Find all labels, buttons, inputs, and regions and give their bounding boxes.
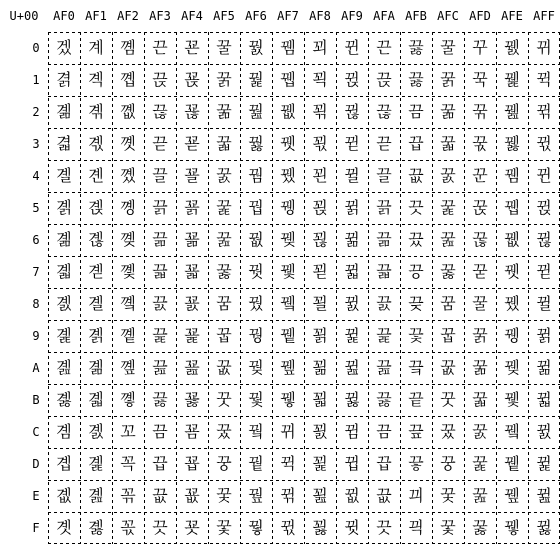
glyph-cell: 곆: [88, 102, 104, 121]
glyph-cell: 끎: [376, 230, 392, 249]
glyph-cell: 꾡: [184, 70, 200, 89]
glyph-cell: 뀘: [344, 294, 360, 313]
glyph-cell: 끐: [376, 294, 392, 313]
column-header: AF1: [85, 9, 107, 23]
glyph-cell: 끓: [376, 390, 392, 409]
glyph-cell: 꿅: [216, 198, 232, 217]
glyph-cell: 꿨: [248, 294, 264, 313]
glyph-cell: 곎: [56, 230, 72, 249]
glyph-cell: 곐: [56, 294, 72, 313]
glyph-cell: 꾢: [184, 102, 200, 121]
glyph-cell: 꼢: [120, 102, 136, 121]
glyph-cell: 꿃: [216, 134, 232, 153]
glyph-cell: 꿌: [440, 422, 456, 441]
glyph-cell: 뀂: [504, 230, 520, 249]
glyph-cell: 곓: [56, 390, 72, 409]
glyph-cell: 뀏: [536, 134, 552, 153]
glyph-cell: 꼫: [120, 390, 136, 409]
glyph-cell: 끕: [408, 134, 424, 153]
glyph-cell: 뀑: [344, 70, 360, 89]
row-header: 0: [32, 41, 40, 55]
glyph-cell: 꼡: [120, 70, 136, 89]
glyph-cell: 꿼: [504, 38, 520, 57]
glyph-cell: 뀕: [536, 326, 552, 345]
glyph-cell: 꾈: [312, 294, 328, 313]
glyph-cell: 꿣: [248, 134, 264, 153]
glyph-cell: 꾨: [184, 294, 200, 313]
glyph-cell: 뀈: [504, 422, 520, 441]
glyph-cell: 뀕: [344, 198, 360, 217]
glyph-cell: 꼮: [120, 486, 136, 505]
glyph-cell: 뀍: [280, 454, 296, 473]
column-header: AFC: [437, 9, 459, 23]
glyph-cell: 꿥: [248, 198, 264, 217]
glyph-cell: 꾍: [312, 454, 328, 473]
glyph-cell: 뀃: [504, 262, 520, 281]
glyph-cell: 끒: [152, 358, 168, 377]
row-header: 2: [32, 105, 40, 119]
column-header: AFF: [533, 9, 555, 23]
glyph-cell: 끑: [376, 326, 392, 345]
glyph-cell: 꿎: [440, 486, 456, 505]
glyph-cell: 끋: [152, 134, 168, 153]
glyph-cell: 꿀: [216, 38, 232, 57]
glyph-cell: 꿊: [440, 358, 456, 377]
glyph-cell: 뀒: [344, 102, 360, 121]
glyph-cell: 뀗: [344, 262, 360, 281]
glyph-cell: 끖: [408, 166, 424, 185]
glyph-cell: 꿋: [216, 390, 232, 409]
glyph-cell: 꾉: [312, 326, 328, 345]
glyph-cell: 뀀: [280, 38, 296, 57]
glyph-cell: 끗: [376, 518, 392, 537]
glyph-cell: 뀜: [344, 422, 360, 441]
glyph-cell: 꿂: [216, 102, 232, 121]
glyph-cell: 뀎: [536, 102, 552, 121]
glyph-cell: 뀇: [504, 390, 520, 409]
glyph-cell: 꿮: [248, 486, 264, 505]
glyph-cell: 꿦: [248, 230, 264, 249]
glyph-cell: 꿄: [216, 166, 232, 185]
glyph-cell: 꾏: [312, 518, 328, 537]
glyph-cell: 뀊: [504, 486, 520, 505]
column-header: AFD: [469, 9, 491, 23]
glyph-cell: 꿂: [440, 102, 456, 121]
glyph-cell: 꾁: [312, 70, 328, 89]
glyph-cell: 꼦: [120, 230, 136, 249]
glyph-cell: 뀁: [280, 70, 296, 89]
glyph-cell: 끖: [152, 486, 168, 505]
glyph-cell: 뀉: [504, 454, 520, 473]
glyph-cell: 곎: [88, 358, 104, 377]
glyph-cell: 꿃: [440, 134, 456, 153]
glyph-cell: 뀄: [504, 294, 520, 313]
glyph-cell: 꿍: [216, 454, 232, 473]
glyph-cell: 끌: [152, 166, 168, 185]
column-header: AF5: [213, 9, 235, 23]
glyph-cell: 꿉: [440, 326, 456, 345]
glyph-cell: 뀔: [344, 166, 360, 185]
glyph-cell: 겳: [56, 134, 72, 153]
glyph-cell: 꿁: [440, 70, 456, 89]
glyph-cell: 꿭: [248, 454, 264, 473]
glyph-cell: 꿇: [472, 518, 488, 537]
glyph-cell: 끙: [408, 262, 424, 281]
glyph-cell: 뀛: [536, 518, 552, 537]
glyph-cell: 꼥: [120, 198, 136, 217]
glyph-cell: 뀉: [280, 326, 296, 345]
glyph-cell: 끕: [376, 454, 392, 473]
column-header: AF6: [245, 9, 267, 23]
glyph-cell: 끗: [152, 518, 168, 537]
glyph-cell: 끌: [376, 166, 392, 185]
glyph-cell: 꿡: [248, 70, 264, 89]
glyph-cell: 계: [88, 38, 104, 57]
glyph-cell: 꾻: [472, 134, 488, 153]
glyph-cell: 꾿: [472, 262, 488, 281]
glyph-cell: 끗: [408, 198, 424, 217]
glyph-cell: 꼧: [120, 262, 136, 281]
glyph-cell: 뀈: [280, 294, 296, 313]
glyph-cell: 뀐: [536, 166, 552, 185]
glyph-cell: 뀔: [536, 294, 552, 313]
glyph-cell: 끎: [152, 230, 168, 249]
glyph-cell: 끓: [408, 70, 424, 89]
glyph-cell: 뀒: [536, 230, 552, 249]
glyph-cell: 곐: [88, 422, 104, 441]
glyph-cell: 꾦: [184, 230, 200, 249]
glyph-cell: 겱: [56, 70, 72, 89]
glyph-cell: 꿤: [248, 166, 264, 185]
glyph-cell: 뀞: [344, 486, 360, 505]
row-header: 5: [32, 201, 40, 215]
row-header: A: [32, 361, 40, 375]
glyph-cell: 꾮: [184, 486, 200, 505]
glyph-cell: 끏: [376, 262, 392, 281]
glyph-cell: 꾎: [312, 486, 328, 505]
glyph-cell: 끒: [376, 358, 392, 377]
glyph-cell: 끟: [408, 454, 424, 473]
glyph-cell: 꿇: [440, 262, 456, 281]
glyph-cell: 꼭: [120, 454, 136, 473]
glyph-cell: 끉: [376, 70, 392, 89]
glyph-cell: 곊: [88, 230, 104, 249]
column-header: AF2: [117, 9, 139, 23]
glyph-cell: 뀀: [504, 166, 520, 185]
glyph-cell: 끘: [408, 230, 424, 249]
glyph-cell: 뀖: [536, 358, 552, 377]
glyph-cell: 끊: [376, 102, 392, 121]
glyph-cell: 곅: [88, 70, 104, 89]
glyph-cell: 곏: [56, 262, 72, 281]
glyph-cell: 꼯: [120, 518, 136, 537]
glyph-cell: 꾤: [184, 166, 200, 185]
glyph-cell: 곎: [56, 102, 72, 121]
glyph-cell: 뀅: [504, 326, 520, 345]
glyph-cell: 꿄: [440, 166, 456, 185]
glyph-cell: 꿌: [216, 422, 232, 441]
row-header: 8: [32, 297, 40, 311]
glyph-cell: 뀁: [504, 198, 520, 217]
glyph-cell: 꾸: [472, 38, 488, 57]
glyph-cell: 꼤: [120, 166, 136, 185]
glyph-cell: 끔: [376, 422, 392, 441]
glyph-cell: 곍: [56, 198, 72, 217]
glyph-cell: 꾌: [312, 422, 328, 441]
column-header: AF4: [181, 9, 203, 23]
glyph-cell: 꼪: [120, 358, 136, 377]
glyph-cell: 뀆: [504, 358, 520, 377]
glyph-cell: 끓: [152, 390, 168, 409]
glyph-cell: 꾄: [312, 166, 328, 185]
glyph-cell: 끏: [152, 262, 168, 281]
glyph-cell: 뀅: [280, 198, 296, 217]
glyph-cell: 뀙: [536, 454, 552, 473]
glyph-cell: 뀙: [344, 326, 360, 345]
glyph-cell: 끑: [152, 326, 168, 345]
glyph-cell: 뀚: [344, 358, 360, 377]
glyph-cell: 뀑: [536, 198, 552, 217]
glyph-cell: 곑: [56, 326, 72, 345]
glyph-cell: 곕: [56, 454, 72, 473]
glyph-cell: 곋: [88, 262, 104, 281]
glyph-cell: 뀝: [344, 454, 360, 473]
glyph-cell: 끚: [408, 294, 424, 313]
glyph-cell: 꾭: [184, 454, 200, 473]
glyph-cell: 뀄: [280, 166, 296, 185]
glyph-cell: 꾽: [472, 198, 488, 217]
glyph-cell: 꿂: [472, 358, 488, 377]
glyph-cell: 끊: [152, 102, 168, 121]
glyph-cell: 꿇: [216, 262, 232, 281]
row-header: F: [32, 521, 40, 535]
glyph-cell: 꾩: [184, 326, 200, 345]
glyph-cell: 끠: [408, 486, 424, 505]
glyph-cell: 꿆: [472, 486, 488, 505]
glyph-cell: 꿏: [216, 518, 232, 537]
glyph-cell: 곌: [56, 166, 72, 185]
glyph-cell: 꾺: [472, 102, 488, 121]
glyph-cell: 끐: [152, 294, 168, 313]
glyph-cell: 꿈: [440, 294, 456, 313]
glyph-cell: 끕: [152, 454, 168, 473]
glyph-cell: 꾣: [184, 134, 200, 153]
glyph-cell: 끖: [376, 486, 392, 505]
glyph-cell: 꿅: [440, 198, 456, 217]
glyph-cell: 뀓: [344, 134, 360, 153]
glyph-cell: 꿃: [472, 390, 488, 409]
glyph-cell: 뀃: [280, 134, 296, 153]
glyph-cell: 뀎: [280, 486, 296, 505]
glyph-cell: 곏: [88, 390, 104, 409]
glyph-cell: 꾆: [312, 230, 328, 249]
glyph-cell: 끍: [376, 198, 392, 217]
glyph-cell: 꾧: [184, 262, 200, 281]
glyph-cell: 꿍: [440, 454, 456, 473]
glyph-cell: 뀂: [280, 102, 296, 121]
glyph-cell: 꿉: [216, 326, 232, 345]
glyph-cell: 꾇: [312, 262, 328, 281]
glyph-cell: 뀊: [280, 358, 296, 377]
row-header: E: [32, 489, 40, 503]
row-header: 1: [32, 73, 40, 87]
column-header: AFA: [373, 9, 395, 23]
glyph-cell: 꿪: [248, 358, 264, 377]
glyph-cell: 끜: [408, 358, 424, 377]
row-header: 6: [32, 233, 40, 247]
glyph-cell: 꿄: [472, 422, 488, 441]
glyph-cell: 꾃: [312, 134, 328, 153]
glyph-cell: 꾪: [184, 358, 200, 377]
glyph-cell: 꿁: [472, 326, 488, 345]
glyph-cell: 꼬: [120, 422, 136, 441]
glyph-cell: 곗: [56, 518, 72, 537]
glyph-cell: 꼨: [120, 294, 136, 313]
glyph-cell: 끝: [408, 390, 424, 409]
glyph-cell: 꿩: [248, 326, 264, 345]
glyph-cell: 꿢: [248, 102, 264, 121]
glyph-cell: 꿠: [248, 38, 264, 57]
glyph-cell: 뀚: [536, 486, 552, 505]
glyph-cell: 곓: [88, 518, 104, 537]
glyph-cell: 뀏: [280, 518, 296, 537]
glyph-cell: 꾅: [312, 198, 328, 217]
glyph-cell: 곖: [56, 486, 72, 505]
glyph-cell: 끍: [152, 198, 168, 217]
column-header: AF7: [277, 9, 299, 23]
glyph-cell: 뀋: [504, 518, 520, 537]
glyph-cell: 곒: [56, 358, 72, 377]
glyph-cell: 꿿: [504, 134, 520, 153]
glyph-cell: 뀋: [280, 390, 296, 409]
glyph-cell: 꾼: [472, 166, 488, 185]
glyph-cell: 뀖: [344, 230, 360, 249]
glyph-cell: 꿏: [440, 518, 456, 537]
glyph-cell: 뀐: [344, 38, 360, 57]
glyph-cell: 끉: [152, 70, 168, 89]
column-header: AF3: [149, 9, 171, 23]
row-header: 4: [32, 169, 40, 183]
glyph-cell: 끛: [408, 326, 424, 345]
row-header: D: [32, 457, 40, 471]
glyph-cell: 꿋: [440, 390, 456, 409]
glyph-cell: 끔: [152, 422, 168, 441]
glyph-cell: 뀟: [344, 518, 360, 537]
glyph-cell: 뀛: [344, 390, 360, 409]
glyph-cell: 곈: [88, 166, 104, 185]
glyph-cell: 꿈: [216, 294, 232, 313]
glyph-cell: 뀓: [536, 262, 552, 281]
row-header: C: [32, 425, 40, 439]
glyph-cell: 꿀: [472, 294, 488, 313]
glyph-cell: 끈: [152, 38, 168, 57]
glyph-cell: 뀘: [536, 422, 552, 441]
glyph-cell: 꾥: [184, 198, 200, 217]
glyph-cell: 끓: [408, 38, 424, 57]
glyph-cell: 꿀: [440, 38, 456, 57]
glyph-cell: 끈: [376, 38, 392, 57]
glyph-cell: 끞: [408, 422, 424, 441]
glyph-cell: 꾋: [312, 390, 328, 409]
glyph-cell: 꾊: [312, 358, 328, 377]
column-header: AF8: [309, 9, 331, 23]
glyph-cell: 곍: [88, 326, 104, 345]
column-header: AF9: [341, 9, 363, 23]
glyph-cell: 끔: [408, 102, 424, 121]
glyph-cell: 꾬: [184, 422, 200, 441]
glyph-cell: 곒: [88, 486, 104, 505]
glyph-cell: 꾾: [472, 230, 488, 249]
glyph-cell: 뀇: [280, 262, 296, 281]
glyph-cell: 꿬: [248, 422, 264, 441]
corner-label: U+00: [9, 9, 39, 23]
glyph-cell: 꾠: [184, 38, 200, 57]
glyph-cell: 곇: [88, 134, 104, 153]
glyph-cell: 꿎: [216, 486, 232, 505]
glyph-cell: 꿅: [472, 454, 488, 473]
glyph-cell: 뀌: [536, 38, 552, 57]
glyph-cell: 꿫: [248, 390, 264, 409]
glyph-cell: 꼣: [120, 134, 136, 153]
row-header: 3: [32, 137, 40, 151]
glyph-cell: 끡: [408, 518, 424, 537]
glyph-cell: 뀗: [536, 390, 552, 409]
glyph-cell: 꾫: [184, 390, 200, 409]
glyph-cell: 꾀: [312, 38, 328, 57]
glyph-cell: 꿆: [440, 230, 456, 249]
glyph-cell: 꾹: [472, 70, 488, 89]
glyph-cell: 꾯: [184, 518, 200, 537]
glyph-cell: 곌: [88, 294, 104, 313]
row-header: 7: [32, 265, 40, 279]
glyph-cell: 꿊: [216, 358, 232, 377]
glyph-cell: 꿁: [216, 70, 232, 89]
glyph-cell: 뀆: [280, 230, 296, 249]
glyph-cell: 곉: [88, 198, 104, 217]
column-header: AF0: [53, 9, 75, 23]
column-header: AFE: [501, 9, 523, 23]
glyph-cell: 꿽: [504, 70, 520, 89]
glyph-cell: 꾂: [312, 102, 328, 121]
glyph-cell: 꼠: [120, 38, 136, 57]
row-header: 9: [32, 329, 40, 343]
glyph-cell: 꿧: [248, 262, 264, 281]
row-header: B: [32, 393, 40, 407]
glyph-cell: 뀌: [280, 422, 296, 441]
glyph-cell: 뀍: [536, 70, 552, 89]
glyph-cell: 곑: [88, 454, 104, 473]
glyph-cell: 꿯: [248, 518, 264, 537]
glyph-cell: 꿆: [216, 230, 232, 249]
glyph-cell: 꿾: [504, 102, 520, 121]
glyph-cell: 끋: [376, 134, 392, 153]
glyph-cell: 꼩: [120, 326, 136, 345]
glyph-cell: 겠: [56, 38, 72, 57]
column-header: AFB: [405, 9, 427, 23]
glyph-cell: 곔: [56, 422, 72, 441]
